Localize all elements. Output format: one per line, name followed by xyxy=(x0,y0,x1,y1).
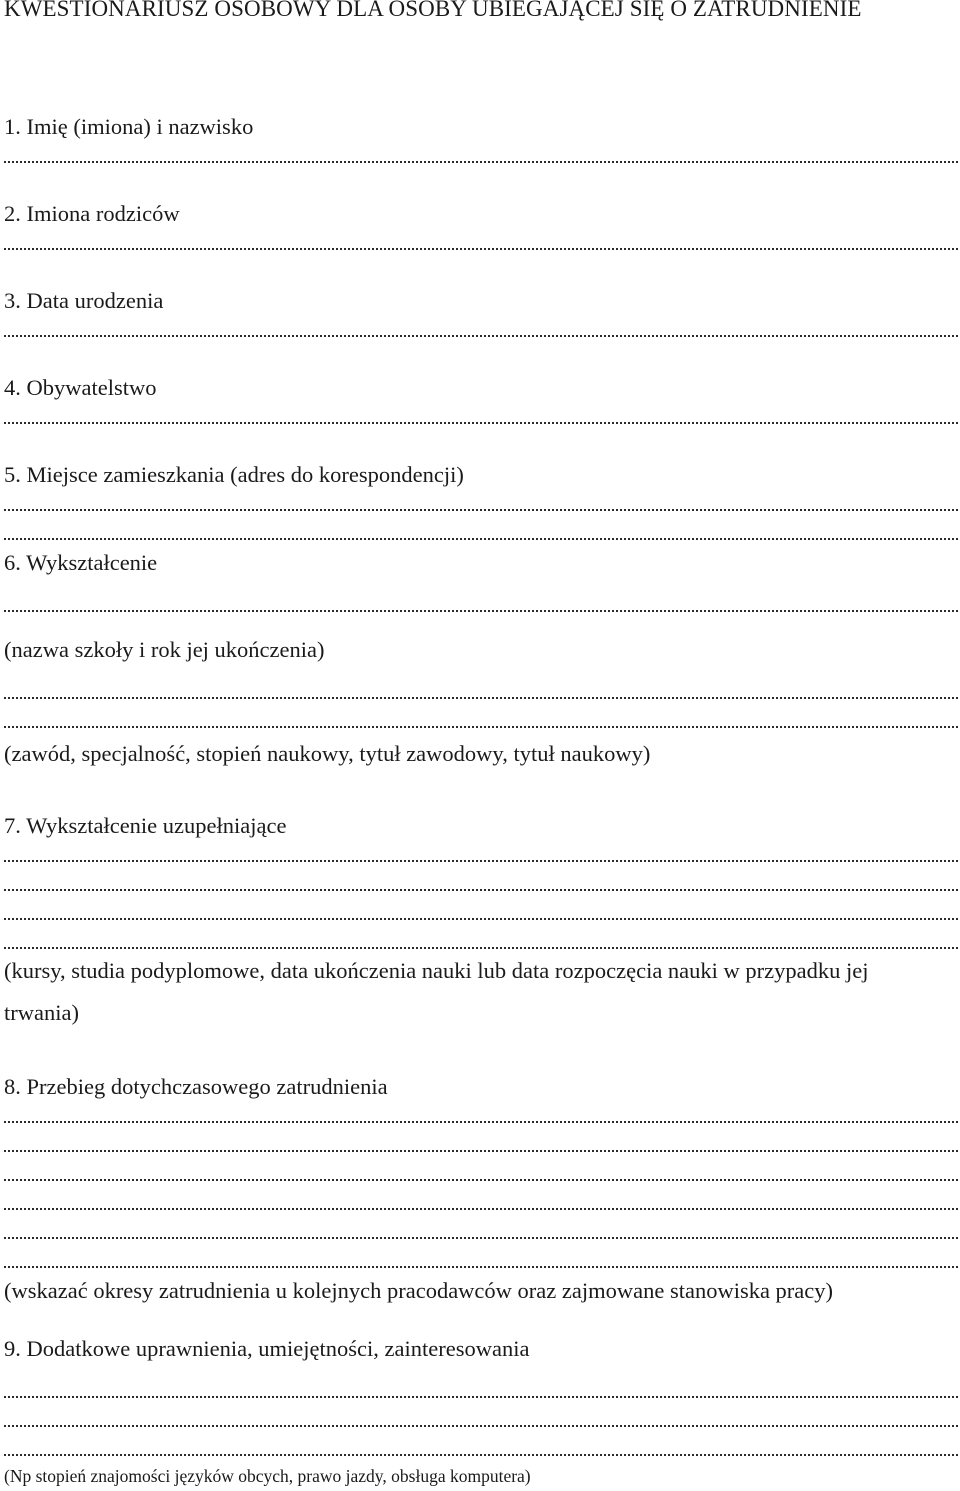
answer-line[interactable] xyxy=(4,913,958,921)
note-6b: (zawód, specjalność, stopień naukowy, tytuł zawodowy, tytuł naukowy) xyxy=(4,741,651,766)
question-1-label: 1. Imię (imiona) i nazwisko xyxy=(4,114,254,139)
answer-line[interactable] xyxy=(4,1145,958,1153)
question-9-label: 9. Dodatkowe uprawnienia, umiejętności, zainteresowania xyxy=(4,1336,530,1361)
note-8: (wskazać okresy zatrudnienia u kolejnych pracodawców oraz zajmowane stanowiska pracy) xyxy=(4,1278,834,1303)
question-6-label: 6. Wykształcenie xyxy=(4,550,158,575)
answer-line[interactable] xyxy=(4,1203,958,1211)
answer-line[interactable] xyxy=(4,1261,958,1269)
answer-line[interactable] xyxy=(4,721,958,729)
answer-line[interactable] xyxy=(4,1174,958,1182)
answer-line[interactable] xyxy=(4,605,958,613)
answer-line[interactable] xyxy=(4,942,958,950)
answer-line[interactable] xyxy=(4,533,958,541)
form-title: KWESTIONARIUSZ OSOBOWY DLA OSOBY UBIEGAJĄCEJ SIĘ O ZATRUDNIENIE xyxy=(4,0,862,21)
answer-line[interactable] xyxy=(4,243,958,251)
answer-line[interactable] xyxy=(4,1391,958,1399)
note-7: (kursy, studia podyplomowe, data ukończenia nauki lub data rozpoczęcia nauki w przypadku jej trwania) xyxy=(4,958,869,1025)
note-9: (Np stopień znajomości języków obcych, prawo jazdy, obsługa komputera) xyxy=(4,1466,531,1486)
note-6a: (nazwa szkoły i rok jej ukończenia) xyxy=(4,637,325,662)
question-4-label: 4. Obywatelstwo xyxy=(4,375,157,400)
question-2-label: 2. Imiona rodziców xyxy=(4,201,180,226)
answer-line[interactable] xyxy=(4,330,958,338)
question-5-label: 5. Miejsce zamieszkania (adres do korespondencji) xyxy=(4,462,464,487)
question-7-label: 7. Wykształcenie uzupełniające xyxy=(4,813,287,838)
answer-line[interactable] xyxy=(4,855,958,863)
answer-line[interactable] xyxy=(4,1449,958,1457)
answer-line[interactable] xyxy=(4,1420,958,1428)
question-3-label: 3. Data urodzenia xyxy=(4,288,164,313)
answer-line[interactable] xyxy=(4,504,958,512)
answer-line[interactable] xyxy=(4,156,958,164)
answer-line[interactable] xyxy=(4,1232,958,1240)
answer-line[interactable] xyxy=(4,692,958,700)
answer-line[interactable] xyxy=(4,884,958,892)
answer-line[interactable] xyxy=(4,417,958,425)
question-8-label: 8. Przebieg dotychczasowego zatrudnienia xyxy=(4,1074,388,1099)
answer-line[interactable] xyxy=(4,1116,958,1124)
